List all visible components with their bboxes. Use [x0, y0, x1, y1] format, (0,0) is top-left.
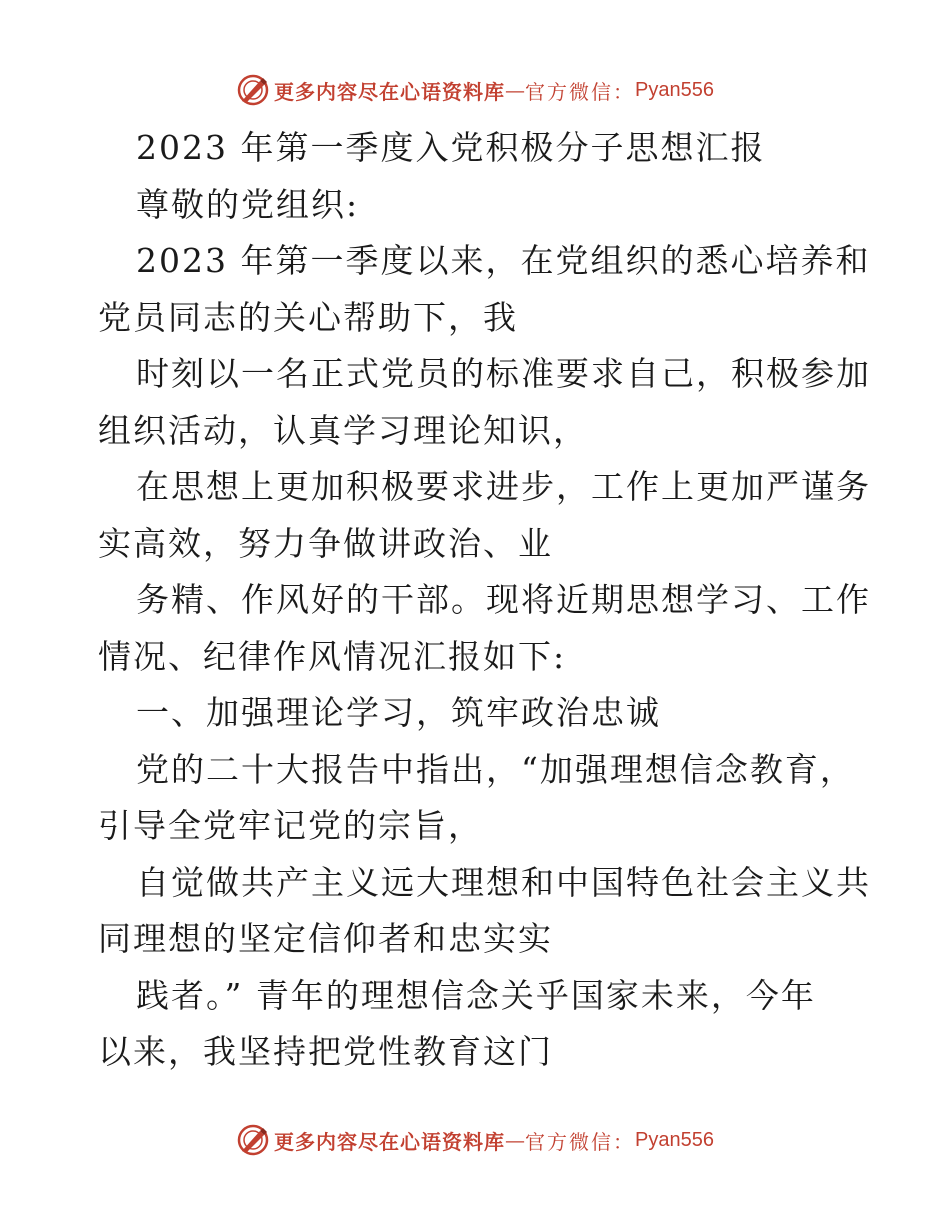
- section-heading: 一、加强理论学习，筑牢政治忠诚: [136, 693, 661, 732]
- watermark-wechat-id: Pyan556: [635, 1128, 714, 1151]
- footer-watermark-banner: [0, 1120, 950, 1160]
- paragraph-line: 时刻以一名正式党员的标准要求自己，积极参加: [136, 354, 871, 393]
- watermark-wechat-id: Pyan556: [635, 78, 714, 101]
- paragraph-line: 组织活动，认真学习理论知识，: [98, 410, 588, 450]
- salutation: 尊敬的党组织:: [136, 184, 360, 224]
- watermark-main-text: 更多内容尽在心语资料库: [274, 79, 506, 104]
- paragraph-line: 同理想的坚定信仰者和忠实实: [98, 919, 553, 958]
- watermark-official-label: 官方微信：: [525, 1129, 636, 1154]
- paragraph-line: 以来，我坚持把党性教育这门: [98, 1032, 553, 1071]
- document-body: [98, 120, 871, 1081]
- paragraph-line: 情况、纪律作风情况汇报如下:: [98, 636, 567, 676]
- document-title: 2023 年第一季度入党积极分子思想汇报: [136, 128, 766, 167]
- watermark-dash: —: [505, 1128, 526, 1152]
- watermark-main-text: 更多内容尽在心语资料库: [274, 1129, 506, 1154]
- paragraph-line: 党员同志的关心帮助下，我: [98, 297, 518, 337]
- pen-circle-logo-icon: [236, 73, 270, 107]
- header-watermark-banner: [0, 70, 950, 110]
- paragraph-line: 自觉做共产主义远大理想和中国特色社会主义共: [136, 862, 871, 902]
- paragraph-line: 实高效，努力争做讲政治、业: [98, 523, 553, 563]
- watermark-official-label: 官方微信：: [525, 79, 636, 104]
- watermark-dash: —: [505, 78, 526, 102]
- pen-circle-logo-icon: [236, 1123, 270, 1157]
- paragraph-line: 党的二十大报告中指出，“加强理想信念教育，: [136, 749, 855, 789]
- paragraph-line: 引导全党牢记党的宗旨，: [98, 806, 483, 845]
- paragraph-line: 践者。” 青年的理想信念关乎国家未来，今年: [136, 975, 816, 1015]
- paragraph-line: 务精、作风好的干部。现将近期思想学习、工作: [136, 580, 871, 619]
- paragraph-line: 2023 年第一季度以来，在党组织的悉心培养和: [136, 241, 871, 280]
- paragraph-line: 在思想上更加积极要求进步，工作上更加严谨务: [136, 467, 871, 506]
